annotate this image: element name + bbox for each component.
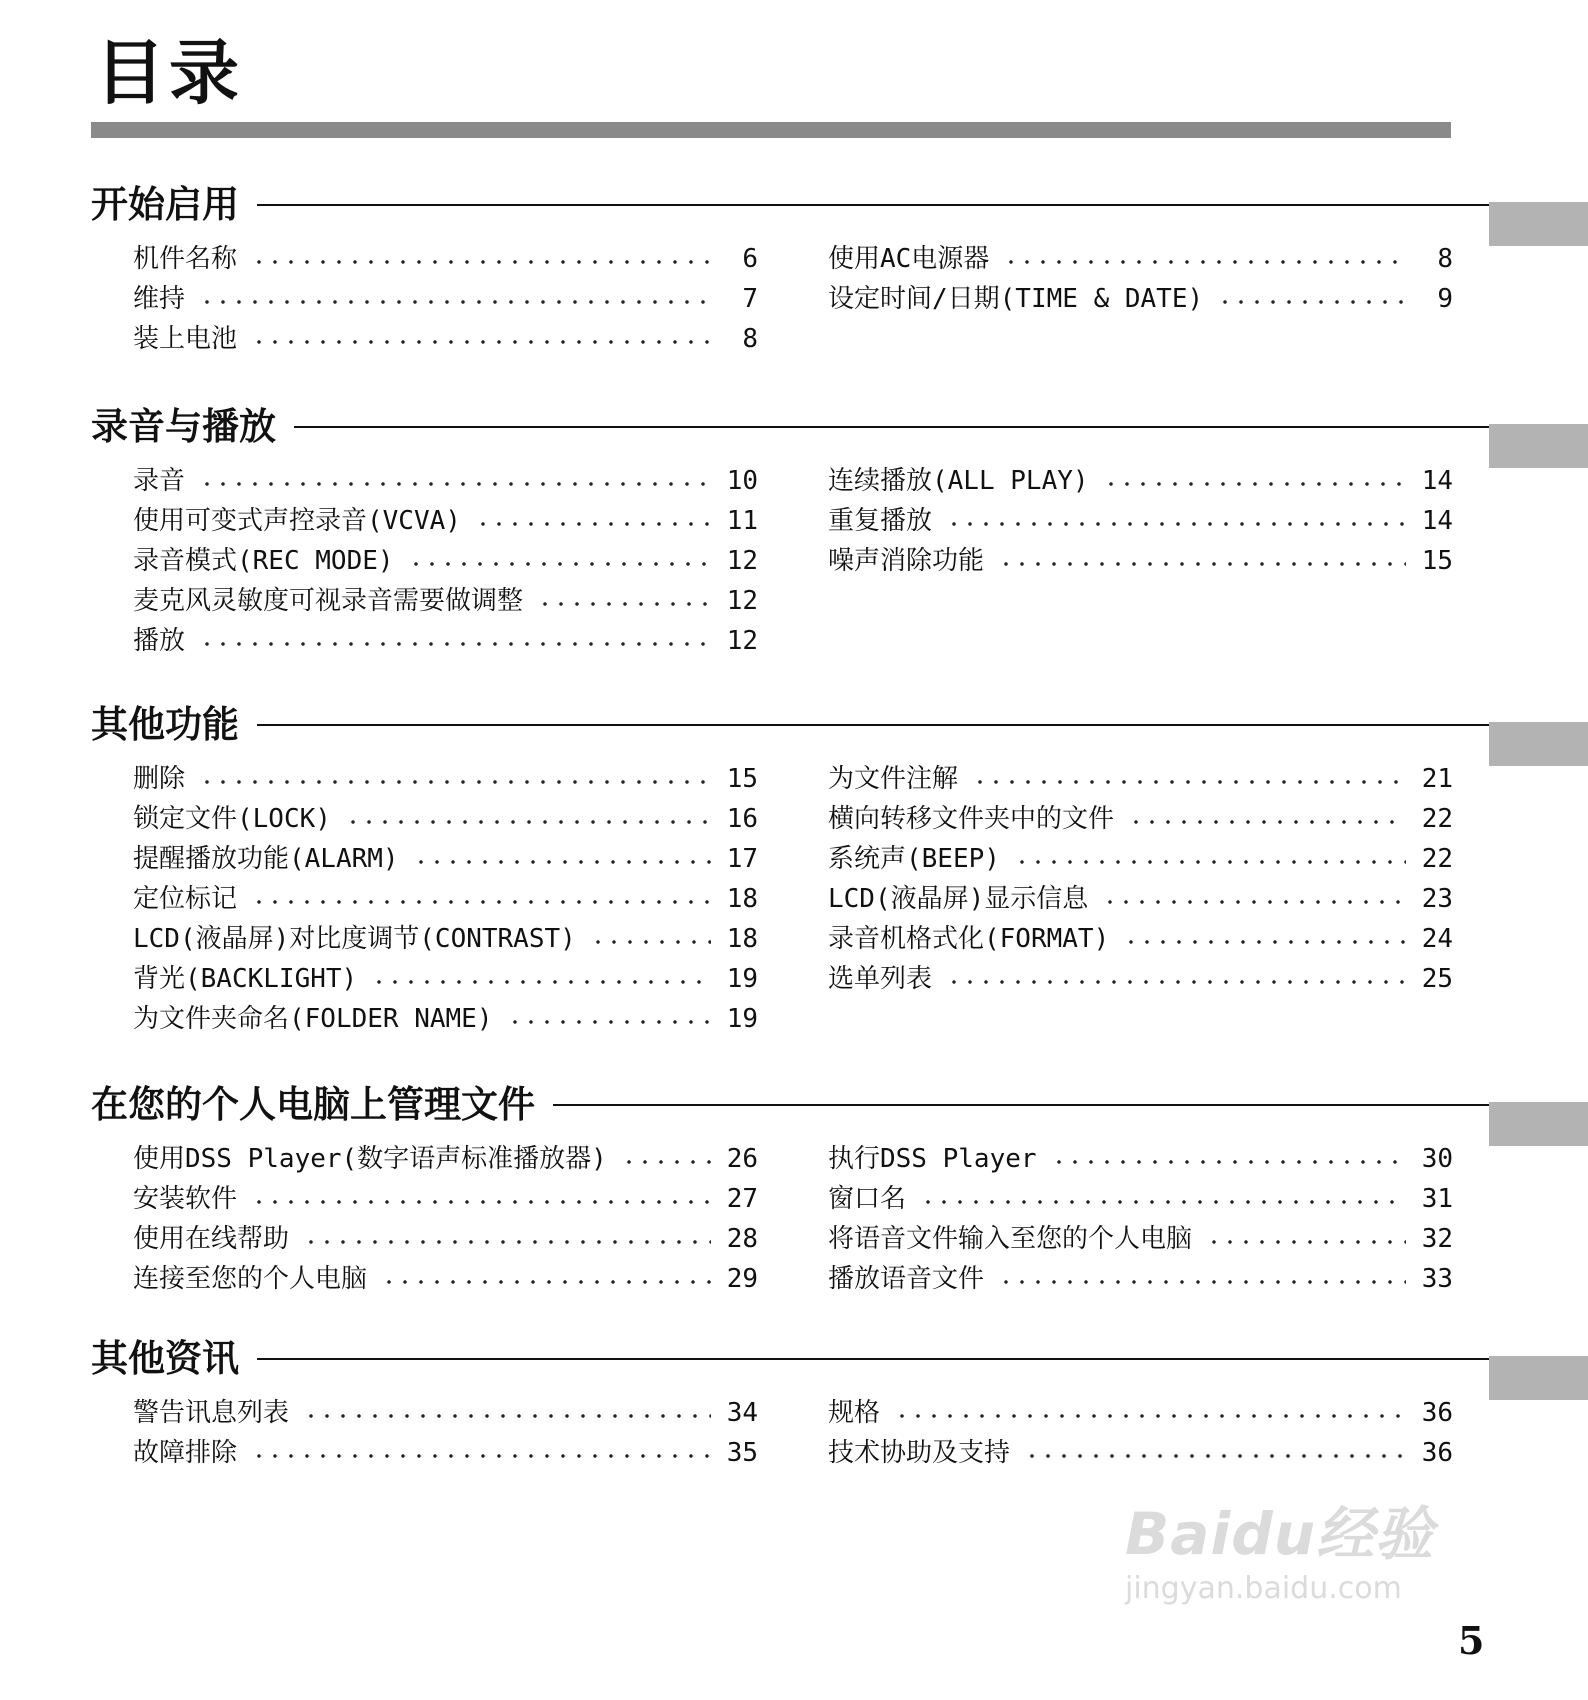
toc-entry-page: 32 <box>1421 1224 1453 1254</box>
dot-leader <box>946 979 1406 985</box>
dot-leader <box>251 339 712 345</box>
toc-entry-label: 安装软件 <box>133 1184 238 1214</box>
toc-entry-label: 将语音文件输入至您的个人电脑 <box>828 1224 1193 1254</box>
dot-leader <box>413 859 711 865</box>
right-entry-column <box>828 232 1453 312</box>
toc-entry-label: 锁定文件(LOCK) <box>133 804 331 834</box>
dot-leader <box>894 1413 1406 1419</box>
right-entry-column <box>828 1132 1453 1292</box>
toc-entry[interactable] <box>828 1252 1453 1292</box>
toc-entry-page: 12 <box>726 626 758 656</box>
toc-entry[interactable] <box>828 1426 1453 1466</box>
dot-leader <box>199 641 711 647</box>
dot-leader <box>475 521 711 527</box>
toc-entry[interactable] <box>133 614 758 654</box>
toc-entry-label: 录音 <box>133 466 186 496</box>
left-entry-column <box>133 752 758 1032</box>
watermark <box>1125 1500 1435 1606</box>
toc-entry[interactable] <box>828 232 1453 272</box>
toc-entry-label: 警告讯息列表 <box>133 1398 290 1428</box>
section-rule <box>553 1104 1489 1106</box>
section-edge-tab <box>1489 424 1588 468</box>
toc-entry-label: 维持 <box>133 284 186 314</box>
dot-leader <box>1003 259 1407 265</box>
right-entry-column <box>828 752 1453 992</box>
toc-entry-page: 31 <box>1421 1184 1453 1214</box>
toc-entry[interactable] <box>828 792 1453 832</box>
toc-entry-page: 27 <box>726 1184 758 1214</box>
section-header <box>91 183 1489 226</box>
dot-leader <box>1024 1453 1406 1459</box>
toc-entry-page: 33 <box>1421 1264 1453 1294</box>
toc-entry-label: 规格 <box>828 1398 881 1428</box>
dot-leader <box>408 561 711 567</box>
toc-entry[interactable] <box>828 272 1453 312</box>
toc-entry[interactable] <box>828 752 1453 792</box>
toc-entry-page: 36 <box>1421 1398 1453 1428</box>
toc-entry[interactable] <box>133 792 758 832</box>
toc-entry-page: 6 <box>742 244 758 274</box>
toc-entry-label: 使用在线帮助 <box>133 1224 290 1254</box>
toc-entry-label: 录音模式(REC MODE) <box>133 546 394 576</box>
toc-entry-page: 18 <box>726 884 758 914</box>
toc-entry-label: 机件名称 <box>133 244 238 274</box>
dot-leader <box>537 601 711 607</box>
toc-entry[interactable] <box>133 454 758 494</box>
toc-entry-page: 26 <box>726 1144 758 1174</box>
toc-entry-page: 19 <box>726 1004 758 1034</box>
dot-leader <box>345 819 711 825</box>
toc-entry-page: 24 <box>1421 924 1453 954</box>
toc-entry-page: 34 <box>726 1398 758 1428</box>
section-rule <box>257 724 1489 726</box>
toc-entry-page: 7 <box>742 284 758 314</box>
section-title: 录音与播放 <box>91 405 276 448</box>
toc-entry-page: 22 <box>1421 844 1453 874</box>
dot-leader <box>371 979 711 985</box>
right-entry-column <box>828 1386 1453 1466</box>
toc-entry-page: 10 <box>726 466 758 496</box>
toc-entry-label: 执行DSS Player <box>828 1144 1037 1174</box>
dot-leader <box>199 779 711 785</box>
toc-entry-page: 36 <box>1421 1438 1453 1468</box>
dot-leader <box>1103 481 1406 487</box>
section-edge-tab <box>1489 1102 1588 1146</box>
toc-entry-page: 29 <box>726 1264 758 1294</box>
dot-leader <box>972 779 1406 785</box>
toc-entry-page: 12 <box>726 546 758 576</box>
section-edge-tab <box>1489 1356 1588 1400</box>
toc-entry[interactable] <box>828 952 1453 992</box>
toc-entry-page: 16 <box>726 804 758 834</box>
section-rule <box>257 204 1489 206</box>
dot-leader <box>998 561 1406 567</box>
toc-entry-label: 重复播放 <box>828 506 933 536</box>
toc-entry-page: 28 <box>726 1224 758 1254</box>
toc-entry[interactable] <box>828 494 1453 534</box>
toc-entry-label: LCD(液晶屏)显示信息 <box>828 884 1089 914</box>
toc-entry-label: 播放语音文件 <box>828 1264 985 1294</box>
dot-leader <box>251 899 711 905</box>
toc-entry[interactable] <box>133 494 758 534</box>
toc-entry-page: 30 <box>1421 1144 1453 1174</box>
toc-entry[interactable] <box>133 1426 758 1466</box>
dot-leader <box>1014 859 1406 865</box>
toc-entry-label: 使用AC电源器 <box>828 244 990 274</box>
toc-entry[interactable] <box>133 1132 758 1172</box>
toc-entry-label: 删除 <box>133 764 186 794</box>
left-entry-column <box>133 454 758 654</box>
toc-entry[interactable] <box>828 1132 1453 1172</box>
section-header <box>91 1337 1489 1380</box>
toc-entry-label: 横向转移文件夹中的文件 <box>828 804 1115 834</box>
toc-entry-label: LCD(液晶屏)对比度调节(CONTRAST) <box>133 924 576 954</box>
toc-entry-page: 14 <box>1421 506 1453 536</box>
toc-entry[interactable] <box>828 1212 1453 1252</box>
toc-entry-page: 17 <box>726 844 758 874</box>
dot-leader <box>1217 299 1407 305</box>
dot-leader <box>251 1199 711 1205</box>
toc-entry[interactable] <box>828 912 1453 952</box>
toc-entry[interactable] <box>828 454 1453 494</box>
toc-entry-label: 连接至您的个人电脑 <box>133 1264 368 1294</box>
toc-entry[interactable] <box>828 872 1453 912</box>
toc-entry-label: 录音机格式化(FORMAT) <box>828 924 1110 954</box>
dot-leader <box>507 1019 711 1025</box>
toc-entry[interactable] <box>828 1386 1453 1426</box>
toc-entry-label: 选单列表 <box>828 964 933 994</box>
toc-entry-page: 25 <box>1421 964 1453 994</box>
toc-entry-label: 故障排除 <box>133 1438 238 1468</box>
toc-entry-label: 窗口名 <box>828 1184 907 1214</box>
dot-leader <box>1123 939 1405 945</box>
toc-entry[interactable] <box>133 952 758 992</box>
toc-entry-label: 噪声消除功能 <box>828 546 985 576</box>
toc-entry-page: 11 <box>726 506 758 536</box>
page-number: 5 <box>1458 1618 1485 1663</box>
toc-entry-label: 定位标记 <box>133 884 238 914</box>
toc-entry-page: 23 <box>1421 884 1453 914</box>
toc-entry[interactable] <box>828 832 1453 872</box>
page-title: 目录 <box>95 32 243 114</box>
dot-leader <box>590 939 711 945</box>
dot-leader <box>1051 1159 1406 1165</box>
dot-leader <box>251 259 712 265</box>
toc-entry-page: 9 <box>1437 284 1453 314</box>
section-rule <box>294 426 1489 428</box>
toc-entry[interactable] <box>133 912 758 952</box>
section-title: 开始启用 <box>91 183 239 226</box>
toc-entry[interactable] <box>133 232 758 272</box>
dot-leader <box>1102 899 1405 905</box>
dot-leader <box>1206 1239 1406 1245</box>
toc-entry-page: 18 <box>726 924 758 954</box>
toc-entry-label: 装上电池 <box>133 324 238 354</box>
title-underline-bar <box>91 122 1451 138</box>
dot-leader <box>251 1453 711 1459</box>
toc-entry[interactable] <box>133 832 758 872</box>
section-edge-tab <box>1489 722 1588 766</box>
toc-entry-label: 系统声(BEEP) <box>828 844 1000 874</box>
section-header <box>91 405 1489 448</box>
section-title: 其他功能 <box>91 703 239 746</box>
toc-entry[interactable] <box>133 1212 758 1252</box>
toc-entry[interactable] <box>133 272 758 312</box>
toc-entry-page: 12 <box>726 586 758 616</box>
left-entry-column <box>133 1386 758 1466</box>
toc-entry-label: 播放 <box>133 626 186 656</box>
toc-entry-label: 背光(BACKLIGHT) <box>133 964 358 994</box>
toc-entry-page: 15 <box>1421 546 1453 576</box>
dot-leader <box>381 1279 711 1285</box>
toc-entry-page: 22 <box>1421 804 1453 834</box>
toc-entry[interactable] <box>133 752 758 792</box>
toc-entry[interactable] <box>133 992 758 1032</box>
section-header <box>91 1083 1489 1126</box>
toc-entry-label: 技术协助及支持 <box>828 1438 1011 1468</box>
dot-leader <box>621 1159 711 1165</box>
toc-entry[interactable] <box>133 1172 758 1212</box>
left-entry-column <box>133 232 758 352</box>
section-header <box>91 703 1489 746</box>
toc-entry-page: 8 <box>1437 244 1453 274</box>
toc-entry-page: 21 <box>1421 764 1453 794</box>
dot-leader <box>199 299 712 305</box>
toc-entry[interactable] <box>133 872 758 912</box>
left-entry-column <box>133 1132 758 1292</box>
section-rule <box>257 1358 1489 1360</box>
toc-entry-label: 连续播放(ALL PLAY) <box>828 466 1089 496</box>
toc-entry-label: 设定时间/日期(TIME & DATE) <box>828 284 1204 314</box>
dot-leader <box>303 1239 711 1245</box>
section-edge-tab <box>1489 202 1588 246</box>
toc-entry[interactable] <box>133 534 758 574</box>
toc-entry-page: 15 <box>726 764 758 794</box>
toc-entry-page: 14 <box>1421 466 1453 496</box>
dot-leader <box>920 1199 1406 1205</box>
toc-entry-page: 35 <box>726 1438 758 1468</box>
dot-leader <box>998 1279 1406 1285</box>
dot-leader <box>946 521 1406 527</box>
dot-leader <box>303 1413 711 1419</box>
dot-leader <box>199 481 711 487</box>
watermark-url: jingyan.baidu.com <box>1125 1571 1402 1606</box>
toc-entry[interactable] <box>828 534 1453 574</box>
toc-entry-label: 使用DSS Player(数字语声标准播放器) <box>133 1144 607 1174</box>
right-entry-column <box>828 454 1453 574</box>
section-title: 其他资讯 <box>91 1337 239 1380</box>
toc-entry-label: 使用可变式声控录音(VCVA) <box>133 506 461 536</box>
section-title: 在您的个人电脑上管理文件 <box>91 1083 535 1126</box>
toc-entry-page: 19 <box>726 964 758 994</box>
watermark-logo: Baidu经验 <box>1125 1500 1435 1568</box>
toc-entry-label: 为文件注解 <box>828 764 959 794</box>
dot-leader <box>1128 819 1406 825</box>
toc-entry-label: 提醒播放功能(ALARM) <box>133 844 399 874</box>
toc-entry-page: 8 <box>742 324 758 354</box>
toc-entry[interactable] <box>133 312 758 352</box>
toc-entry[interactable] <box>133 1386 758 1426</box>
toc-entry[interactable] <box>133 574 758 614</box>
toc-entry-label: 为文件夹命名(FOLDER NAME) <box>133 1004 493 1034</box>
toc-entry[interactable] <box>828 1172 1453 1212</box>
toc-entry[interactable] <box>133 1252 758 1292</box>
toc-entry-label: 麦克风灵敏度可视录音需要做调整 <box>133 586 524 616</box>
